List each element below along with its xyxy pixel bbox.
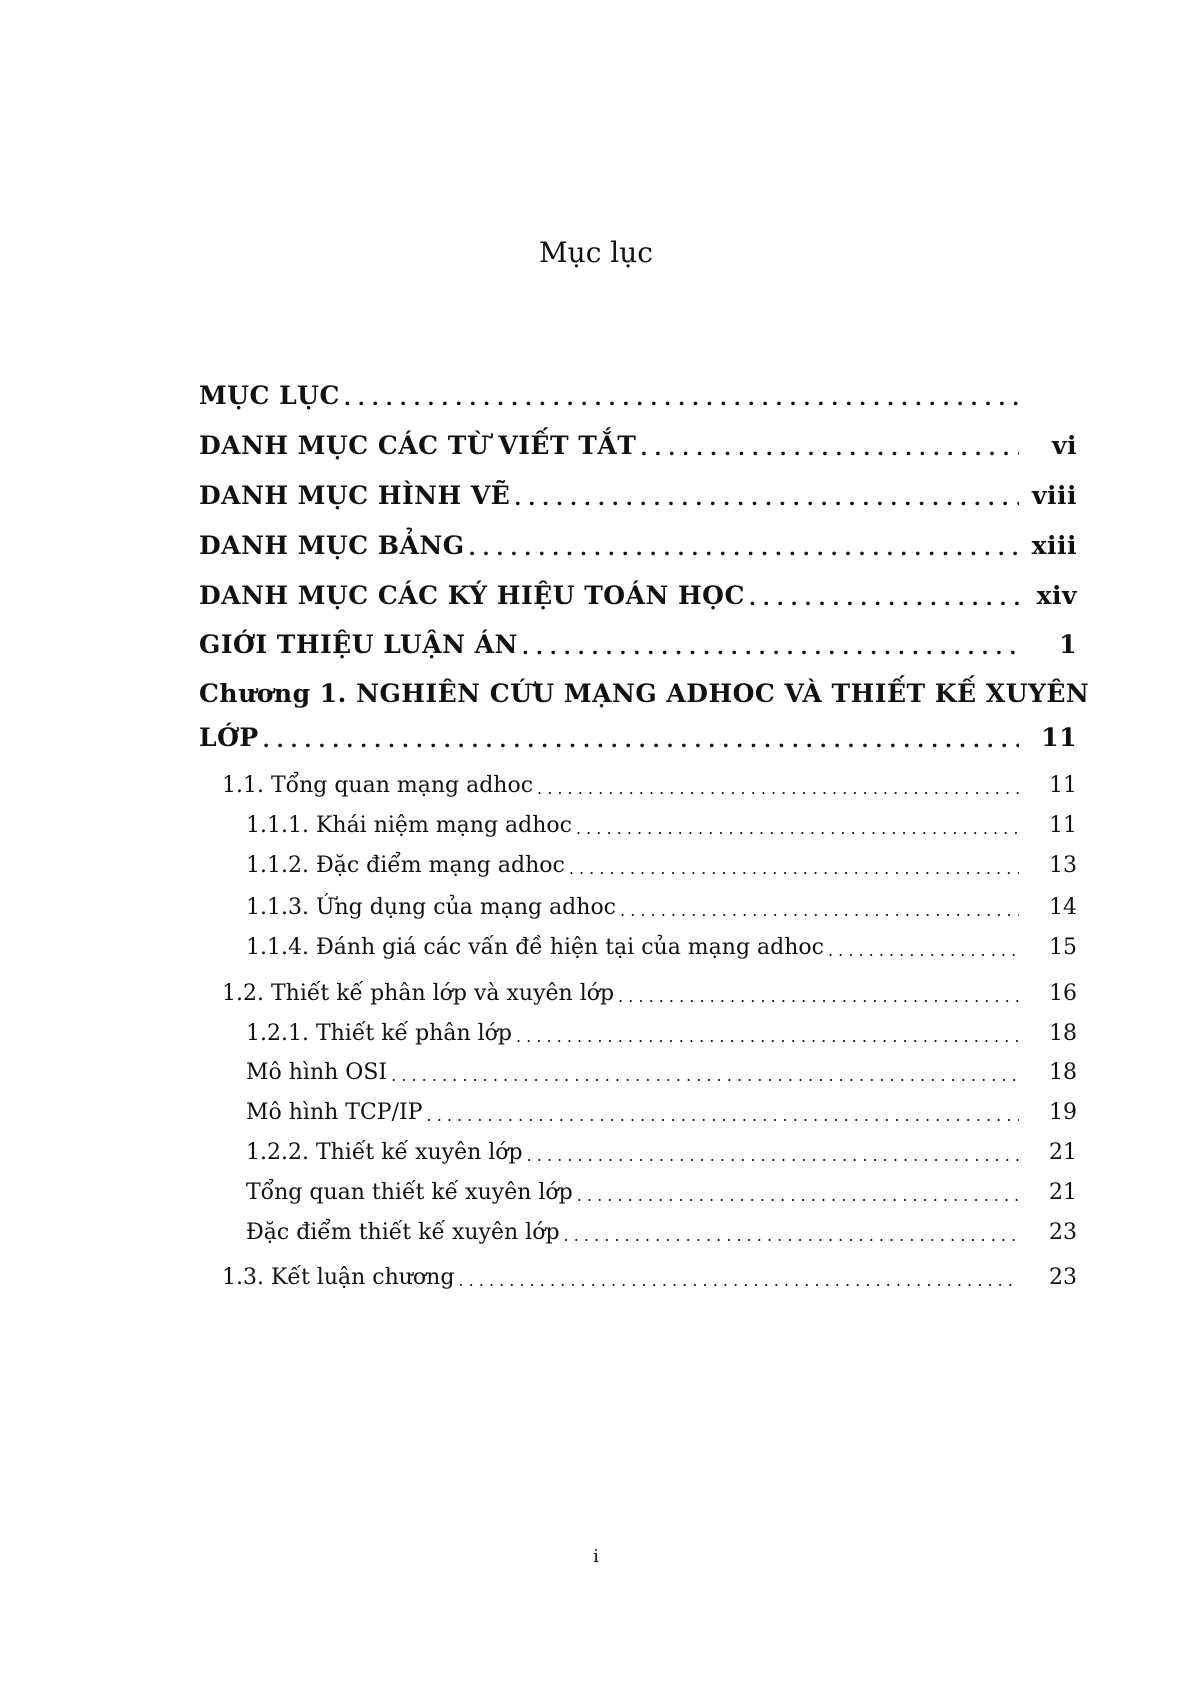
toc-entry-math-symbols[interactable] bbox=[199, 576, 1077, 610]
toc-entry-1-3[interactable] bbox=[199, 1256, 1077, 1290]
toc-entry-label: LỚP bbox=[199, 723, 259, 752]
toc-entry-1-1-2[interactable] bbox=[199, 844, 1077, 878]
toc-entry-label: Mô hình TCP/IP bbox=[246, 1100, 423, 1125]
toc-entry-label: 1.2. Thiết kế phân lớp và xuyên lớp bbox=[222, 981, 615, 1006]
toc-entry-introduction[interactable] bbox=[199, 625, 1077, 659]
toc-entry-1-1-3[interactable] bbox=[199, 886, 1077, 920]
toc-entry-label: Mô hình OSI bbox=[246, 1060, 388, 1085]
page-number: i bbox=[593, 1546, 599, 1567]
toc-entry-label: 1.1.2. Đặc điểm mạng adhoc bbox=[246, 853, 565, 878]
toc-entry-label: Tổng quan thiết kế xuyên lớp bbox=[246, 1180, 573, 1205]
toc-entry-1-2[interactable] bbox=[199, 972, 1077, 1006]
toc-entry-page: 21 bbox=[1049, 1140, 1077, 1165]
leader-dots bbox=[828, 941, 1019, 960]
leader-dots bbox=[620, 901, 1019, 920]
leader-dots bbox=[564, 1226, 1019, 1245]
toc-entry-page: 11 bbox=[1049, 813, 1077, 838]
toc-entry-1-1[interactable] bbox=[199, 764, 1077, 798]
toc-entry-page: 23 bbox=[1049, 1265, 1077, 1290]
toc-entry-label: 1.1. Tổng quan mạng adhoc bbox=[222, 773, 534, 798]
toc-entry-1-1-1[interactable] bbox=[199, 804, 1077, 838]
leader-dots bbox=[344, 386, 1019, 410]
leader-dots bbox=[427, 1106, 1019, 1125]
leader-dots bbox=[618, 987, 1019, 1006]
toc-entry-label: DANH MỤC HÌNH VẼ bbox=[199, 481, 511, 510]
toc-entry-label: 1.1.3. Ứng dụng của mạng adhoc bbox=[246, 895, 617, 920]
leader-dots bbox=[527, 1146, 1019, 1165]
toc-entry-tcp-ip[interactable] bbox=[199, 1091, 1077, 1125]
toc-entry-page: 15 bbox=[1049, 935, 1077, 960]
toc-entry-cross-layer-overview[interactable] bbox=[199, 1171, 1077, 1205]
leader-dots bbox=[522, 635, 1019, 659]
toc-entry-page: xiii bbox=[1031, 531, 1077, 560]
toc-entry-page: 13 bbox=[1049, 853, 1077, 878]
leader-dots bbox=[391, 1066, 1019, 1085]
toc-entry-1-2-1[interactable] bbox=[199, 1012, 1077, 1046]
toc-entry-tables[interactable] bbox=[199, 526, 1077, 560]
toc-entry-label: DANH MỤC CÁC KÝ HIỆU TOÁN HỌC bbox=[199, 581, 745, 610]
toc-entry-page: 1 bbox=[1059, 630, 1077, 659]
leader-dots bbox=[458, 1271, 1019, 1290]
leader-dots bbox=[263, 728, 1019, 752]
toc-entry-page: 14 bbox=[1049, 895, 1077, 920]
leader-dots bbox=[469, 536, 1019, 560]
toc-entry-page: 16 bbox=[1049, 981, 1077, 1006]
leader-dots bbox=[514, 486, 1019, 510]
toc-entry-page: viii bbox=[1031, 481, 1077, 510]
toc-entry-label: Chương 1. NGHIÊN CỨU MẠNG ADHOC VÀ THIẾT KẾ XUYÊN bbox=[199, 679, 1090, 708]
leader-dots bbox=[537, 779, 1019, 798]
toc-entry-label: 1.2.1. Thiết kế phân lớp bbox=[246, 1021, 512, 1046]
toc-entry-page: vi bbox=[1051, 431, 1077, 460]
toc-entry-label: 1.3. Kết luận chương bbox=[222, 1265, 455, 1290]
toc-entry-label: DANH MỤC BẢNG bbox=[199, 531, 465, 560]
leader-dots bbox=[516, 1027, 1019, 1046]
toc-entry-muc-luc[interactable] bbox=[199, 376, 1077, 410]
toc-entry-label: 1.1.1. Khái niệm mạng adhoc bbox=[246, 813, 572, 838]
toc-entry-label: DANH MỤC CÁC TỪ VIẾT TẮT bbox=[199, 431, 637, 460]
toc-entry-page: 11 bbox=[1041, 723, 1077, 752]
leader-dots bbox=[576, 819, 1019, 838]
leader-dots bbox=[569, 859, 1019, 878]
toc-entry-label: 1.2.2. Thiết kế xuyên lớp bbox=[246, 1140, 523, 1165]
toc-entry-page: 21 bbox=[1049, 1180, 1077, 1205]
leader-dots bbox=[749, 586, 1019, 610]
toc-entry-osi[interactable] bbox=[199, 1051, 1077, 1085]
toc-entry-label: MỤC LỤC bbox=[199, 381, 340, 410]
leader-dots bbox=[577, 1186, 1019, 1205]
toc-entry-1-1-4[interactable] bbox=[199, 926, 1077, 960]
toc-entry-label: 1.1.4. Đánh giá các vấn đề hiện tại của mạng adhoc bbox=[246, 935, 824, 960]
toc-entry-page: xiv bbox=[1036, 581, 1077, 610]
page-title: Mục lục bbox=[539, 236, 653, 269]
toc-entry-figures[interactable] bbox=[199, 476, 1077, 510]
toc-entry-page: 23 bbox=[1049, 1220, 1077, 1245]
toc-entry-1-2-2[interactable] bbox=[199, 1131, 1077, 1165]
leader-dots bbox=[640, 436, 1019, 460]
toc-entry-label: GIỚI THIỆU LUẬN ÁN bbox=[199, 630, 518, 659]
toc-entry-page: 11 bbox=[1049, 773, 1077, 798]
toc-entry-page: 19 bbox=[1049, 1100, 1077, 1125]
toc-entry-label: Đặc điểm thiết kế xuyên lớp bbox=[246, 1220, 560, 1245]
toc-entry-page: 18 bbox=[1049, 1060, 1077, 1085]
toc-entry-cross-layer-features[interactable] bbox=[199, 1211, 1077, 1245]
toc-entry-chapter-1[interactable] bbox=[199, 674, 1090, 708]
toc-entry-page: 18 bbox=[1049, 1021, 1077, 1046]
toc-entry-chapter-1-cont[interactable] bbox=[199, 718, 1077, 752]
toc-entry-abbreviations[interactable] bbox=[199, 426, 1077, 460]
